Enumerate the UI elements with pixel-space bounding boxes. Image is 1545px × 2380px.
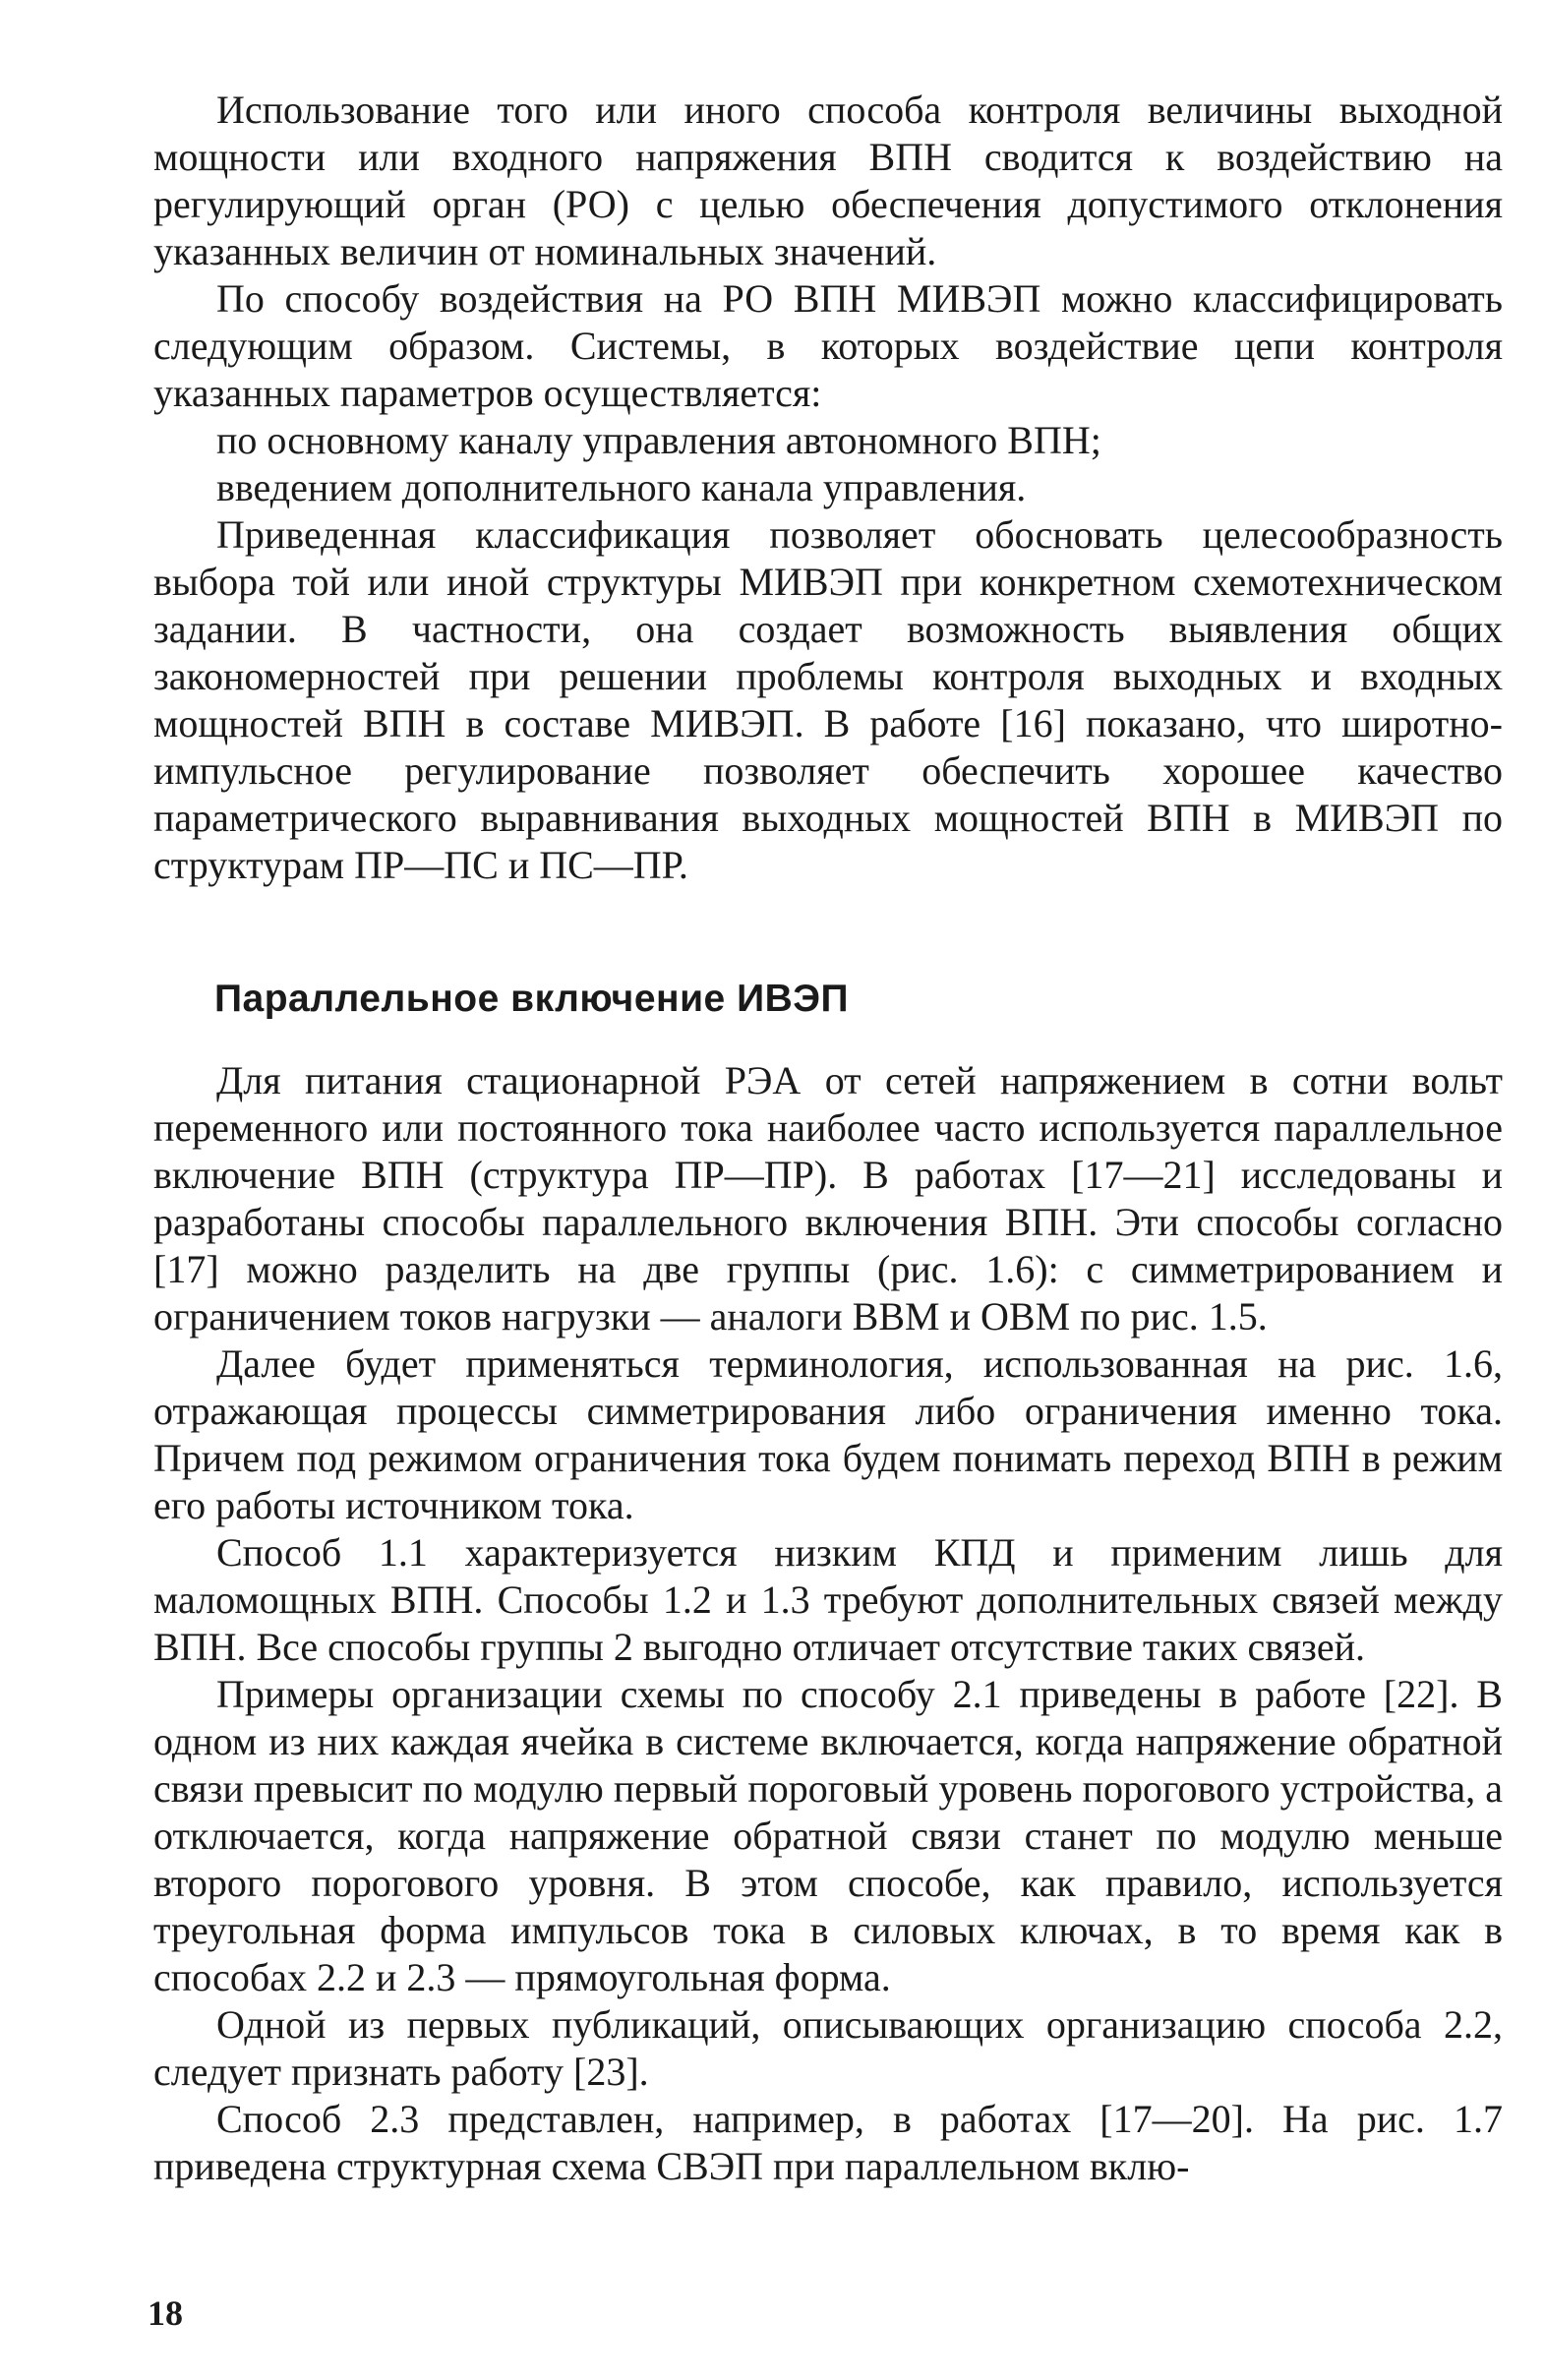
section-heading: Параллельное включение ИВЭП xyxy=(214,978,850,1020)
paragraph: Приведенная классификация позволяет обосновать целесообразность выбора той или иной структуры МИВЭП при конкретном схемотехническом задании. В частности, она создает возможность выявления общих закономерностей при решении проблемы контроля выходных и входных мощностей ВПН в составе МИВЭП. В работе [16] показано, что широтно-импульсное регулирование позволяет обеспечить хорошее качество параметрического выравнивания выходных мощностей ВПН в МИВЭП по структурам ПР—ПС и ПС—ПР. xyxy=(153,512,1503,887)
paragraph: Примеры организации схемы по способу 2.1 приведены в работе [22]. В одном из них каждая ячейка в системе включается, когда напряжение обратной связи превысит по модулю первый пороговый уровень порогового устройства, а отключается, когда напряжение обратной связи станет по модулю меньше второго порогового уровня. В этом способе, как правило, используется треугольная форма импульсов тока в силовых ключах, в то время как в способах 2.2 и 2.3 — прямоугольная форма. xyxy=(153,1672,1503,1999)
list-item: по основному каналу управления автономного ВПН; xyxy=(216,418,1101,462)
page-number: 18 xyxy=(148,2293,183,2333)
text-block-top xyxy=(153,87,1503,889)
paragraph: Способ 1.1 характеризуется низким КПД и применим лишь для маломощных ВПН. Способы 1.2 и 1.3 требуют дополнительных связей между ВПН. Все способы группы 2 выгодно отличает отсутствие таких связей. xyxy=(153,1530,1503,1669)
text-block-bottom xyxy=(153,1057,1503,2190)
paragraph: Способ 2.3 представлен, например, в работах [17—20]. На рис. 1.7 приведена структурная схема СВЭП при параллельном вклю- xyxy=(153,2097,1503,2188)
paragraph: По способу воздействия на РО ВПН МИВЭП можно классифицировать следующим образом. Системы, в которых воздействие цепи контроля указанных параметров осуществляется: xyxy=(153,276,1503,415)
paragraph: Использование того или иного способа контроля величины выходной мощности или входного напряжения ВПН сводится к воздействию на регулирующий орган (РО) с целью обеспечения допустимого отклонения указанных величин от номинальных значений. xyxy=(153,88,1503,273)
paragraph: Для питания стационарной РЭА от сетей напряжением в сотни вольт переменного или постоянного тока наиболее часто используется параллельное включение ВПН (структура ПР—ПР). В работах [17—21] исследованы и разработаны способы параллельного включения ВПН. Эти способы согласно [17] можно разделить на две группы (рис. 1.6): с симметрированием и ограничением токов нагрузки — аналоги ВВМ и ОВМ по рис. 1.5. xyxy=(153,1058,1503,1339)
list-item: введением дополнительного канала управления. xyxy=(216,465,1027,509)
paragraph: Одной из первых публикаций, описывающих организацию способа 2.2, следует признать работу [23]. xyxy=(153,2002,1503,2094)
paragraph: Далее будет применяться терминология, использованная на рис. 1.6, отражающая процессы симметрирования либо ограничения именно тока. Причем под режимом ограничения тока будем понимать переход ВПН в режим его работы источником тока. xyxy=(153,1341,1503,1527)
